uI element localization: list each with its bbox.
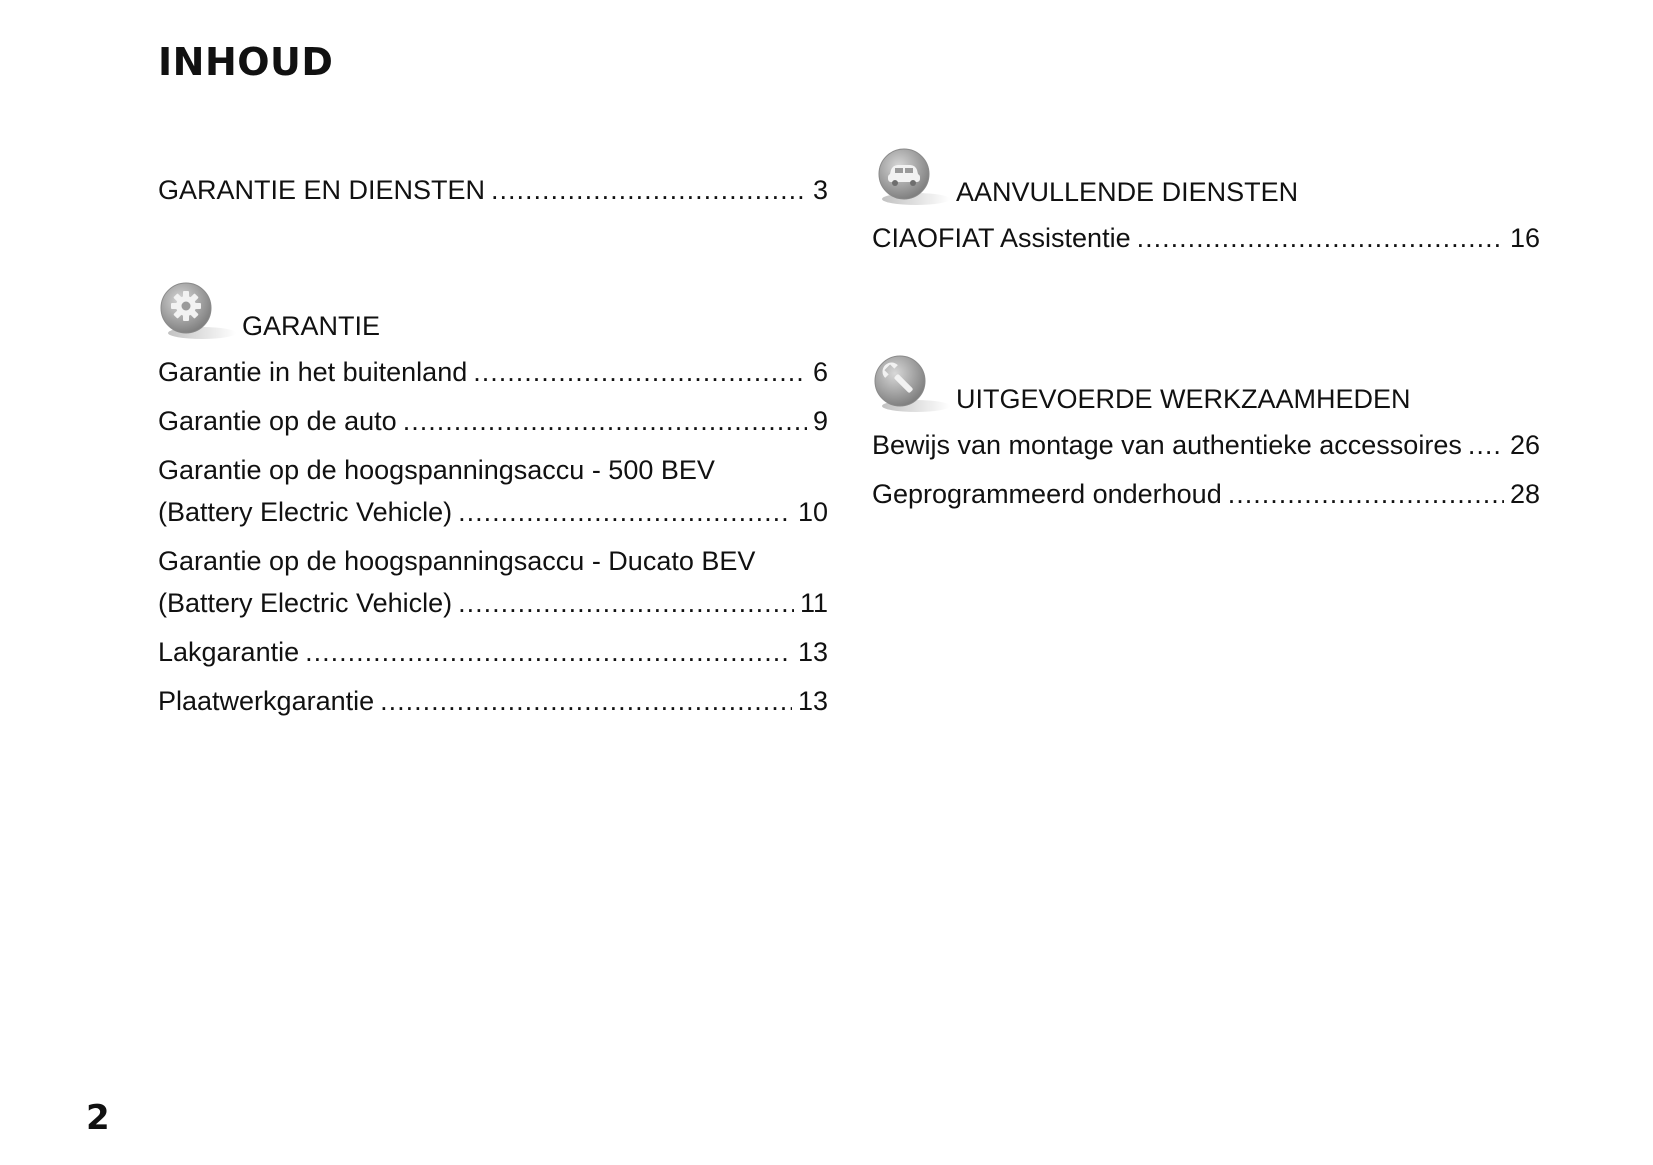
toc-entry-page: 16 [1509, 223, 1540, 253]
toc-entry-page: 26 [1509, 430, 1540, 460]
toc-entry-label: Bewijs van montage van authentieke accessoires [872, 430, 1462, 460]
leader-dots [1468, 429, 1504, 461]
leader-dots [458, 496, 792, 528]
toc-entry[interactable] [872, 222, 1540, 254]
leader-dots [305, 636, 792, 668]
toc-entry-label: Garantie in het buitenland [158, 357, 468, 387]
toc-entry-label: (Battery Electric Vehicle) [158, 497, 453, 527]
toc-entry-page: 11 [799, 588, 828, 618]
section-header-uitgevoerde-werkzaamheden [872, 351, 1540, 415]
section-title: GARANTIE [242, 311, 381, 341]
toc-entry-page: 13 [797, 686, 828, 716]
wrench-icon [872, 351, 954, 415]
toc-entry-label: GARANTIE EN DIENSTEN [158, 175, 486, 205]
toc-entry-label-line1: Garantie op de hoogspanningsaccu - 500 BEV [158, 455, 715, 485]
section-title: AANVULLENDE DIENSTEN [956, 177, 1299, 207]
toc-entry[interactable] [158, 174, 828, 206]
toc-entry-label: Garantie op de auto [158, 406, 397, 436]
toc-entry-page: 10 [797, 497, 828, 527]
toc-entry-label: Plaatwerkgarantie [158, 686, 375, 716]
leader-dots [1137, 222, 1504, 254]
toc-entry-label: Geprogrammeerd onderhoud [872, 479, 1222, 509]
toc-entry-label: CIAOFIAT Assistentie [872, 223, 1131, 253]
toc-entry-page: 13 [797, 637, 828, 667]
toc-entry[interactable] [158, 405, 828, 437]
toc-entry[interactable] [158, 685, 828, 717]
toc-entry-label: (Battery Electric Vehicle) [158, 588, 453, 618]
leader-dots [491, 174, 807, 206]
section-title: UITGEVOERDE WERKZAAMHEDEN [956, 384, 1411, 414]
toc-entry-label: Lakgarantie [158, 637, 300, 667]
toc-entry[interactable] [872, 429, 1540, 461]
section-header-aanvullende-diensten [872, 144, 1540, 208]
car-icon [872, 144, 954, 208]
toc-entry-page: 9 [812, 406, 828, 436]
toc-entry[interactable] [158, 356, 828, 388]
toc-entry-page: 28 [1509, 479, 1540, 509]
toc-entry-page: 6 [812, 357, 828, 387]
toc-entry-page: 3 [812, 175, 828, 205]
toc-entry[interactable] [158, 545, 828, 619]
leader-dots [1228, 478, 1504, 510]
toc-entry-label-line1: Garantie op de hoogspanningsaccu - Ducato BEV [158, 546, 756, 576]
page-title: INHOUD [158, 40, 334, 84]
page-number: 2 [86, 1098, 110, 1138]
left-column [158, 174, 828, 734]
leader-dots [380, 685, 792, 717]
leader-dots [458, 587, 794, 619]
leader-dots [403, 405, 807, 437]
right-column [872, 144, 1540, 527]
section-header-garantie [158, 278, 828, 342]
toc-entry[interactable] [158, 454, 828, 528]
gear-icon [158, 278, 240, 342]
toc-entry[interactable] [872, 478, 1540, 510]
toc-entry[interactable] [158, 636, 828, 668]
leader-dots [473, 356, 807, 388]
